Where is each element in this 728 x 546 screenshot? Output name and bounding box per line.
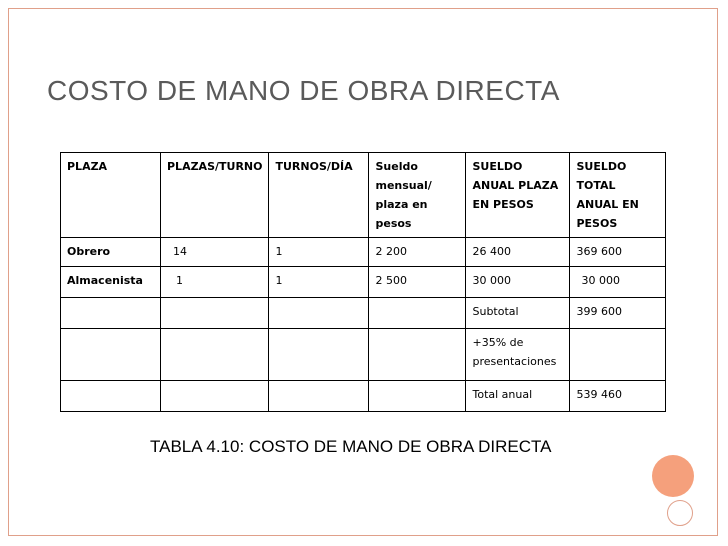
table-row [61,329,666,381]
table-cell: 399 600 [570,298,666,329]
table-cell: Almacenista [61,267,161,298]
table-cell [161,329,269,381]
table-row [61,298,666,329]
table-cell [369,329,466,381]
header-cell: SUELDO ANUAL PLAZA EN PESOS [466,153,570,238]
table-cell [161,381,269,412]
table-header-row [61,153,666,238]
header-cell: PLAZAS/TURNO [161,153,269,238]
table-cell: Obrero [61,238,161,267]
table-cell [269,298,369,329]
table-cell [570,329,666,381]
table-cell [369,298,466,329]
table-cell [161,298,269,329]
table-cell: 2 200 [369,238,466,267]
table-cell [61,381,161,412]
table-cell: 2 500 [369,267,466,298]
table-cell [61,329,161,381]
table-cell [269,329,369,381]
decorative-circle [652,455,694,497]
table-cell: 26 400 [466,238,570,267]
table-cell: 1 [161,267,269,298]
table-caption: TABLA 4.10: COSTO DE MANO DE OBRA DIRECTA [150,437,552,456]
decorative-circle-outline [667,500,693,526]
table-cell: 1 [269,238,369,267]
table-cell: Total anual [466,381,570,412]
header-cell: PLAZA [61,153,161,238]
table-row [61,381,666,412]
table-cell: 14 [161,238,269,267]
header-cell: TURNOS/DÍA [269,153,369,238]
table-row [61,267,666,298]
table-cell [61,298,161,329]
table-cell: 369 600 [570,238,666,267]
table-row [61,238,666,267]
table-cell [269,381,369,412]
labor-cost-table [60,152,666,412]
table-cell: Subtotal [466,298,570,329]
header-cell: SUELDO TOTAL ANUAL EN PESOS [570,153,666,238]
table-cell: 30 000 [466,267,570,298]
header-cell: Sueldo mensual/ plaza en pesos [369,153,466,238]
table-cell: 539 460 [570,381,666,412]
table-cell: 1 [269,267,369,298]
table-cell [369,381,466,412]
slide-title: COSTO DE MANO DE OBRA DIRECTA [47,75,560,106]
table-cell: +35% de presentaciones [466,329,570,381]
table-cell: 30 000 [570,267,666,298]
